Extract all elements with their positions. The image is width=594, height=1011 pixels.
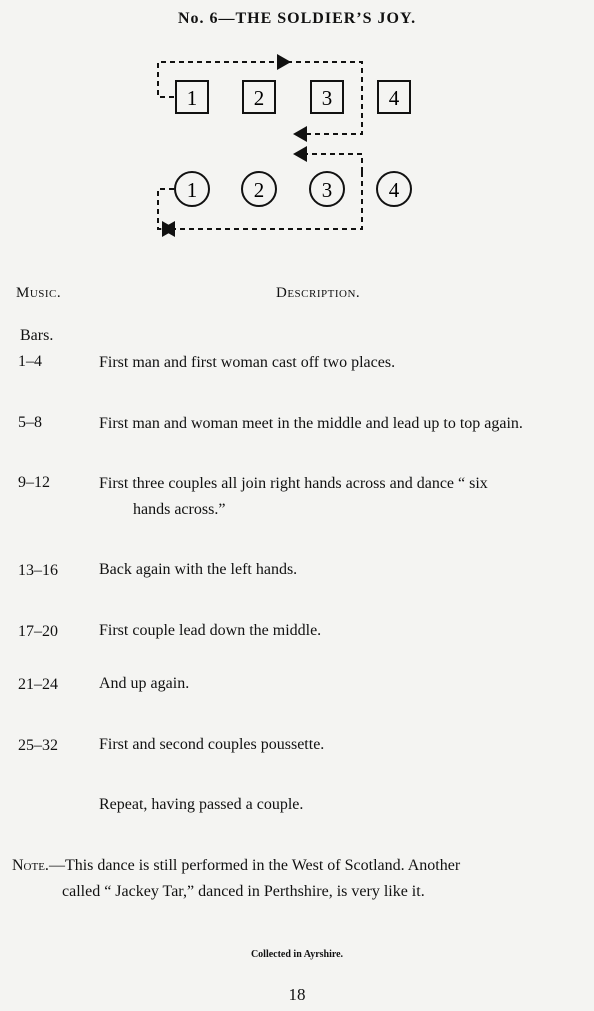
row-description: First couple lead down the middle. [99, 622, 322, 639]
note-line-1: —This dance is still performed in the West of Scotland. Another [48, 857, 461, 874]
man-2 [243, 81, 275, 113]
row-description: And up again. [99, 675, 190, 692]
svg-text:1: 1 [186, 178, 198, 202]
note-lead: Note. [12, 857, 49, 874]
woman-2 [242, 172, 276, 206]
page-number: 18 [288, 985, 306, 1004]
music-header: Music. [16, 285, 62, 301]
man-3 [311, 81, 343, 113]
row-bars: 17–20 [18, 623, 58, 640]
row-bars: 13–16 [18, 562, 58, 579]
women-cast-path [297, 154, 362, 172]
row-bars: 1–4 [18, 353, 42, 370]
men-cast-path [158, 62, 287, 97]
row-description: Back again with the left hands. [99, 561, 298, 578]
row-description: First man and woman meet in the middle and lead up to top again. [99, 415, 523, 432]
description-header: Description. [276, 285, 361, 301]
note [12, 853, 582, 905]
svg-text:1: 1 [186, 86, 198, 110]
row-bars: 5–8 [18, 414, 42, 431]
svg-text:2: 2 [253, 86, 265, 110]
row-description-continued: hands across.” [133, 501, 226, 518]
note-line-2: called “ Jackey Tar,” danced in Perthshire, is very like it. [62, 883, 425, 900]
repeat-instruction: Repeat, having passed a couple. [99, 796, 304, 813]
svg-text:4: 4 [388, 86, 400, 110]
women-cast-path-3 [158, 189, 174, 229]
collected-credit: Collected in Ayrshire. [250, 949, 344, 960]
woman-3 [310, 172, 344, 206]
row-description: First man and first woman cast off two places. [99, 354, 396, 371]
svg-text:2: 2 [253, 178, 265, 202]
row-bars: 25–32 [18, 737, 58, 754]
row-description: First three couples all join right hands across and dance “ six hands across.” [99, 471, 577, 523]
woman-1 [175, 172, 209, 206]
row-description: First and second couples poussette. [99, 736, 325, 753]
row-bars: 21–24 [18, 676, 58, 693]
page-title: No. 6—THE SOLDIER’S JOY. [177, 10, 417, 27]
man-1 [176, 81, 208, 113]
dance-diagram [0, 0, 594, 250]
bars-label: Bars. [20, 327, 54, 344]
woman-4 [377, 172, 411, 206]
svg-text:3: 3 [321, 86, 333, 110]
row-bars: 9–12 [18, 474, 50, 491]
svg-text:4: 4 [388, 178, 400, 202]
svg-text:3: 3 [321, 178, 333, 202]
man-4 [378, 81, 410, 113]
